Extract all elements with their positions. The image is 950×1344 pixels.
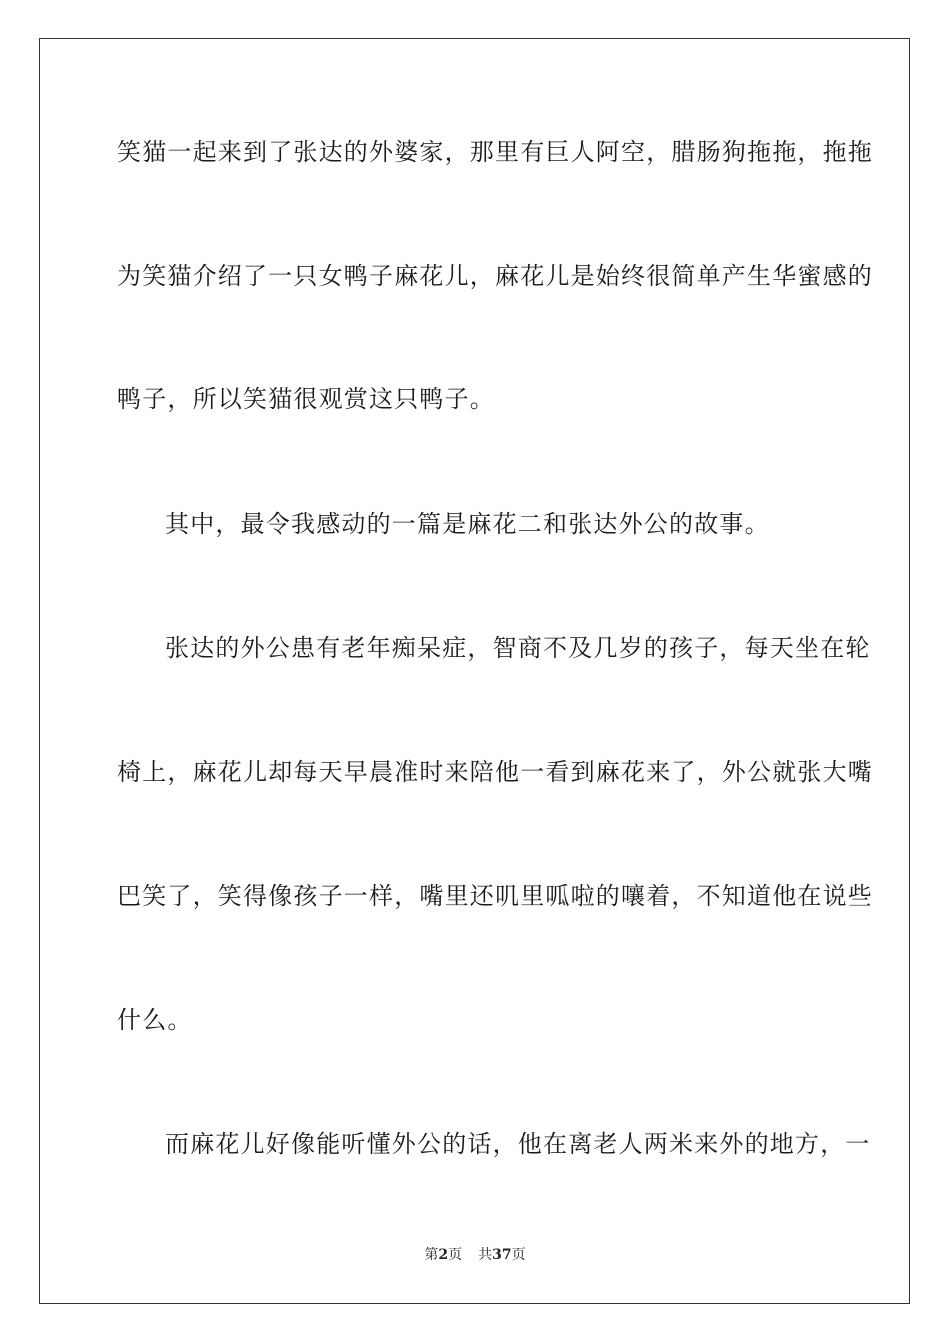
text-line: 巴笑了，笑得像孩子一样，嘴里还叽里呱啦的嚷着，不知道他在说些 [117, 882, 873, 910]
text-line: 笑猫一起来到了张达的外婆家，那里有巨人阿空，腊肠狗拖拖，拖拖 [117, 138, 873, 166]
text-line: 什么。 [117, 1006, 193, 1034]
text-line: 张达的外公患有老年痴呆症，智商不及几岁的孩子，每天坐在轮 [165, 634, 871, 662]
page-border [39, 38, 910, 1304]
page-number: 2 [438, 1247, 449, 1263]
total-suffix: 页 [511, 1247, 526, 1263]
text-line: 椅上，麻花儿却每天早晨准时来陪他一看到麻花来了，外公就张大嘴 [117, 758, 873, 786]
total-prefix: 共 [478, 1247, 493, 1263]
text-line: 而麻花儿好像能听懂外公的话，他在离老人两米来外的地方，一 [165, 1130, 871, 1158]
text-line: 鸭子，所以笑猫很观赏这只鸭子。 [117, 385, 495, 413]
text-line: 为笑猫介绍了一只女鸭子麻花儿，麻花儿是始终很简单产生华蜜感的 [117, 262, 873, 290]
page-prefix: 第 [424, 1247, 439, 1263]
page-suffix: 页 [448, 1247, 463, 1263]
total-pages: 37 [492, 1247, 512, 1263]
text-line: 其中，最令我感动的一篇是麻花二和张达外公的故事。 [165, 510, 770, 538]
page-footer [0, 1246, 950, 1264]
